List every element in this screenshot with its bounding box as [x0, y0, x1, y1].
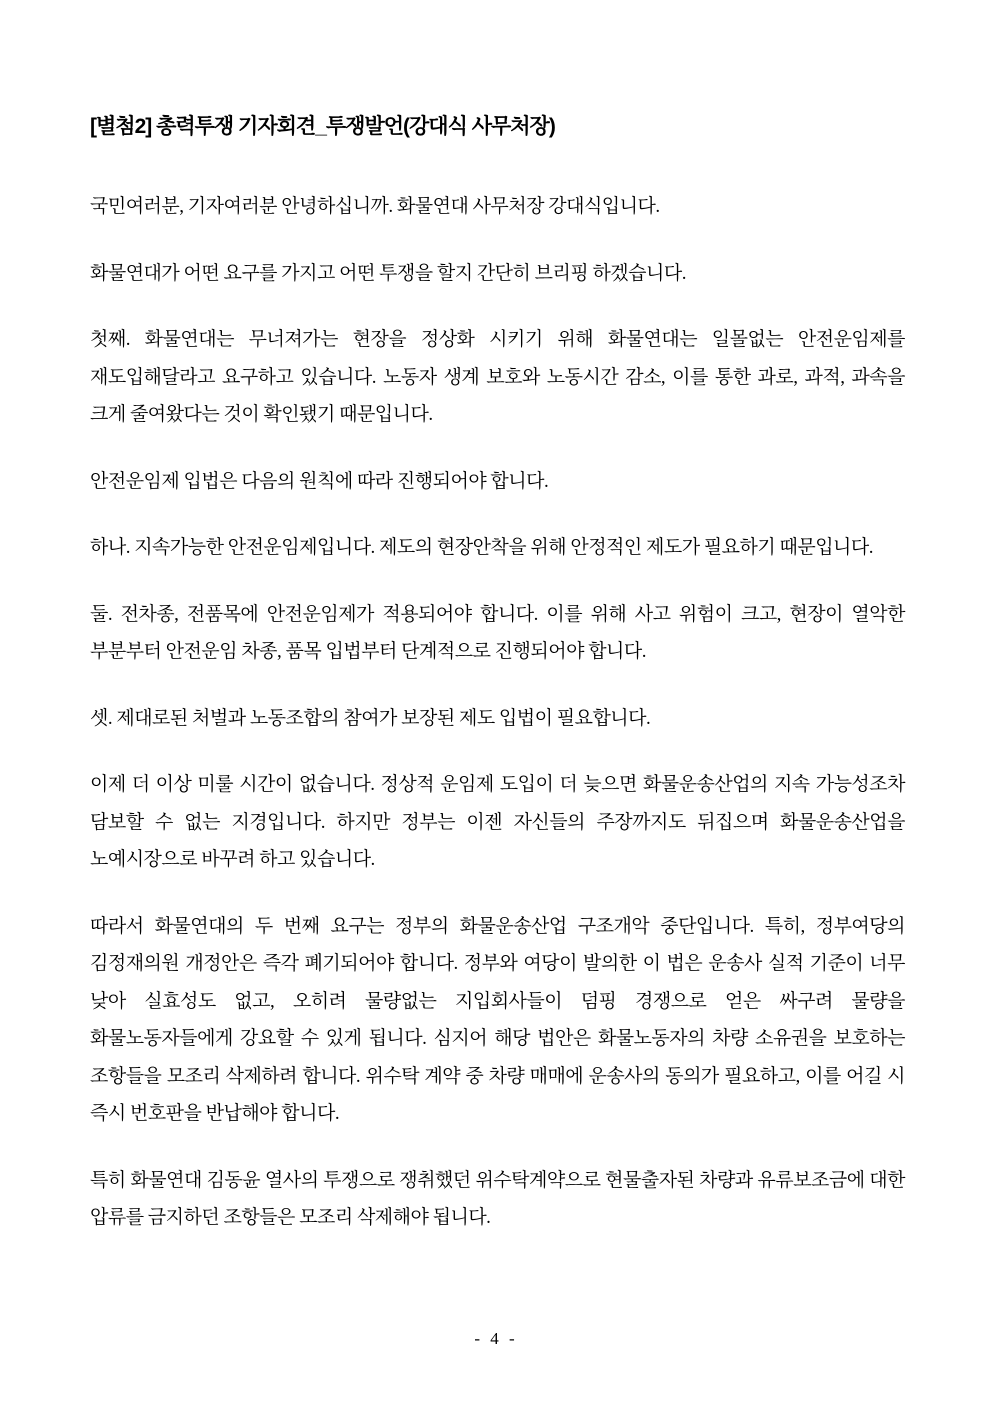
document-title: [별첨2] 총력투쟁 기자회견_투쟁발언(강대식 사무처장): [90, 115, 555, 138]
page-number: - 4 -: [474, 1329, 518, 1348]
paragraph: 특히 화물연대 김동윤 열사의 투쟁으로 쟁취했던 위수탁계약으로 현물출자된 차량과 유류보조금에 대한 압류를 금지하던 조항들은 모조리 삭제해야 됩니다.: [90, 1169, 905, 1228]
paragraph: 안전운임제 입법은 다음의 원칙에 따라 진행되어야 합니다.: [90, 470, 549, 492]
paragraph: 화물연대가 어떤 요구를 가지고 어떤 투쟁을 할지 간단히 브리핑 하겠습니다.: [90, 262, 686, 284]
paragraph: 국민여러분, 기자여러분 안녕하십니까. 화물연대 사무처장 강대식입니다.: [90, 196, 660, 217]
paragraph: 따라서 화물연대의 두 번째 요구는 정부의 화물운송산업 구조개악 중단입니다. 특히, 정부여당의 김정재의원 개정안은 즉각 폐기되어야 합니다. 정부와 여당이 발의한 이 법은 운송사 실적 기준이 너무 낮아 실효성도 없고, 오히려 물량없는 지입회사들이 덤핑 경쟁으로 얻은 싸구려 물량을 화물노동자들에게 강요할 수 있게 됩니다. 심지어 해당 법안은 화물노동자의 차량 소유권을 보호하는 조항들을 모조리 삭제하려 합니다. 위수탁 계약 중 차량 매매에 운송사의 동의가 필요하고, 이를 어길 시 즉시 번호판을 반납해야 합니다.: [90, 915, 905, 1124]
paragraph: 하나. 지속가능한 안전운임제입니다. 제도의 현장안착을 위해 안정적인 제도가 필요하기 때문입니다.: [90, 537, 874, 558]
paragraph: 이제 더 이상 미룰 시간이 없습니다. 정상적 운임제 도입이 더 늦으면 화물운송산업의 지속 가능성조차 담보할 수 없는 지경입니다. 하지만 정부는 이젠 자신들의 주장까지도 뒤집으며 화물운송산업을 노예시장으로 바꾸려 하고 있습니다.: [90, 774, 905, 870]
paragraph: 셋. 제대로된 처벌과 노동조합의 참여가 보장된 제도 입법이 필요합니다.: [90, 707, 651, 729]
paragraph-list: [90, 188, 905, 1237]
paragraph: 둘. 전차종, 전품목에 안전운임제가 적용되어야 합니다. 이를 위해 사고 위험이 크고, 현장이 열악한 부분부터 안전운임 차종, 품목 입법부터 단계적으로 진행되어야 합니다.: [90, 603, 905, 662]
paragraph: 첫째. 화물연대는 무너져가는 현장을 정상화 시키기 위해 화물연대는 일몰없는 안전운임제를 재도입해달라고 요구하고 있습니다. 노동자 생계 보호와 노동시간 감소, 이를 통한 과로, 과적, 과속을 크게 줄여왔다는 것이 확인됐기 때문입니다.: [90, 329, 905, 425]
document-body: [90, 112, 905, 1237]
